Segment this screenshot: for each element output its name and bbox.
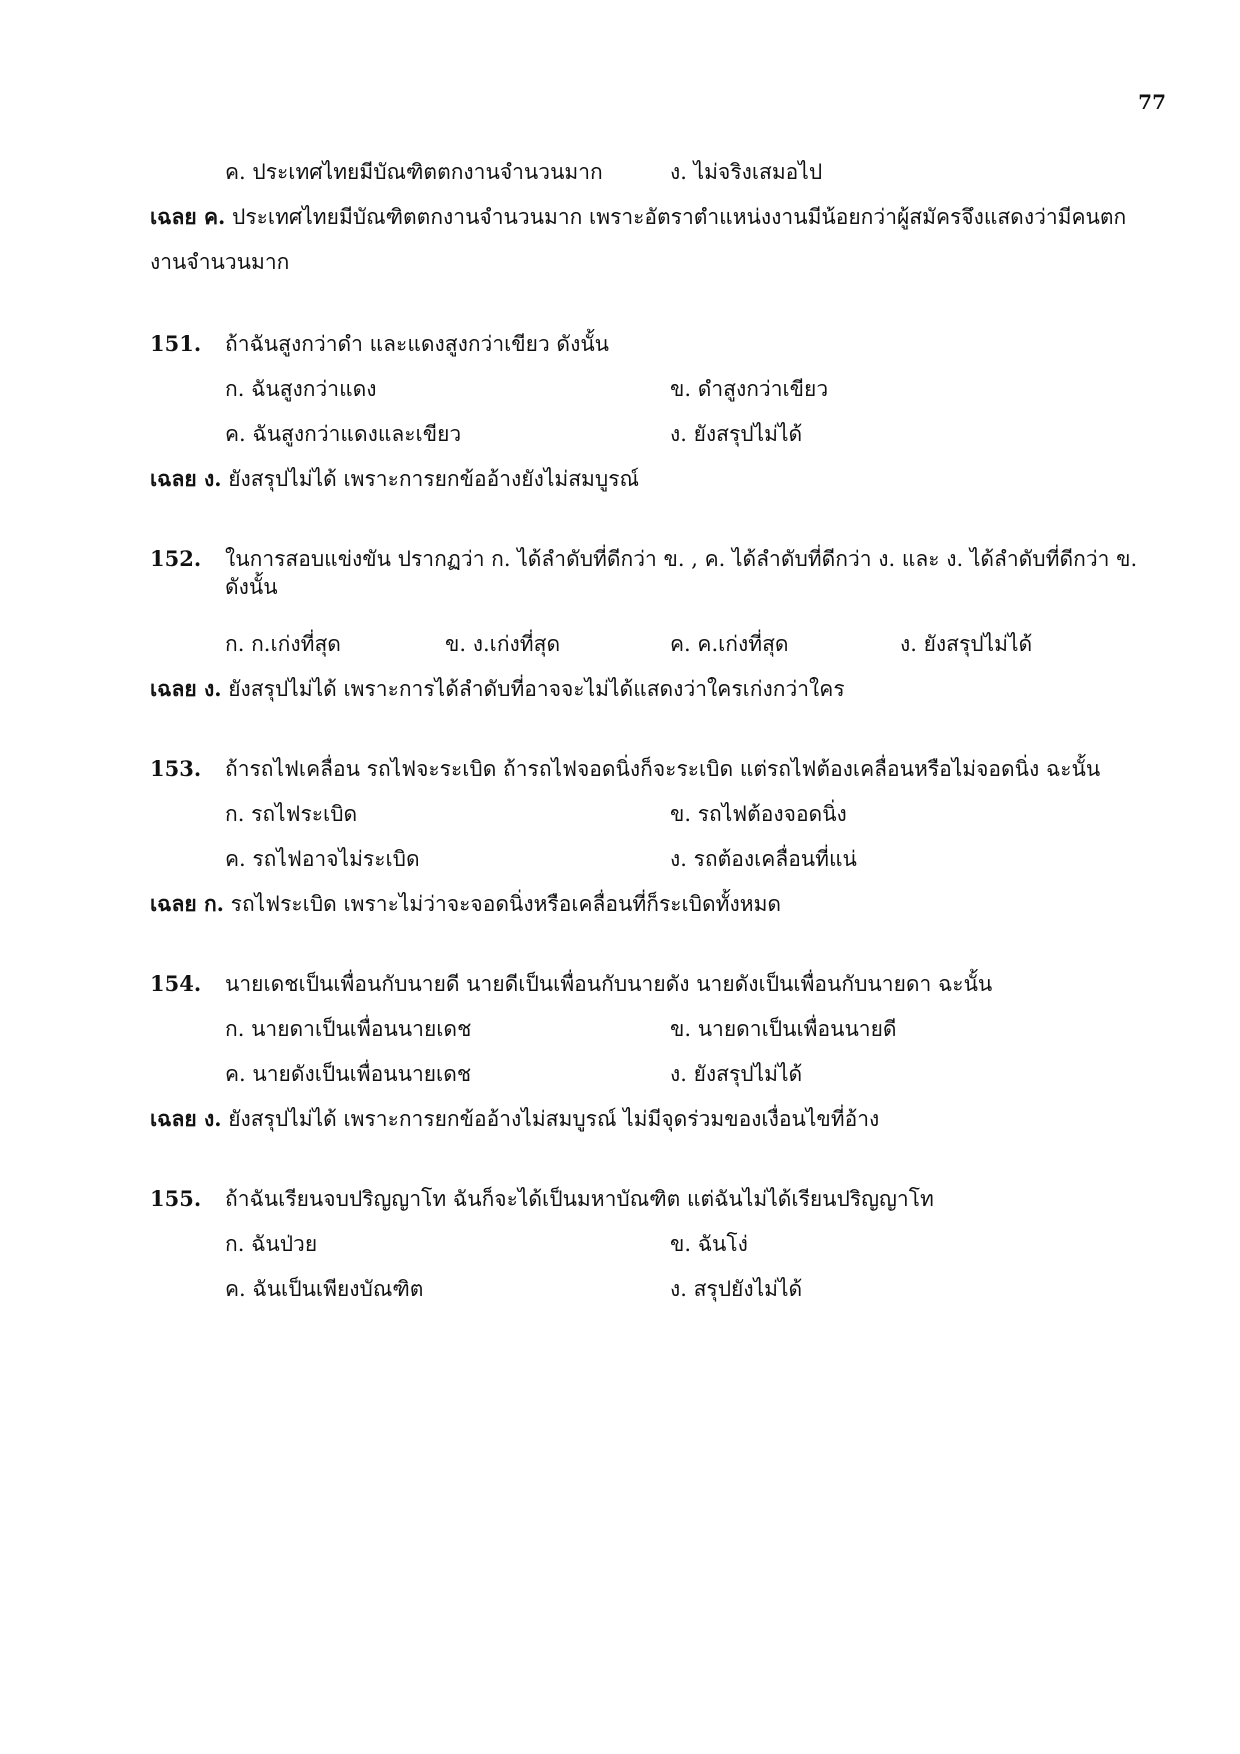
option-c: ค. ฉันเป็นเพียงบัณฑิต: [225, 1277, 424, 1301]
question-number: 152.: [150, 546, 202, 571]
answer-line: [150, 465, 639, 493]
option-d: ง. รถต้องเคลื่อนที่แน่: [670, 847, 857, 871]
answer-label: เฉลย ง.: [150, 676, 222, 701]
option-b: ข. นายดาเป็นเพื่อนนายดี: [670, 1017, 897, 1041]
option-a: ก. ฉันป่วย: [225, 1232, 318, 1256]
answer-label: เฉลย ง.: [150, 1106, 222, 1131]
answer-text: ยังสรุปไม่ได้ เพราะการยกข้ออ้างยังไม่สมบูรณ์: [221, 467, 639, 491]
question-number: 151.: [150, 331, 202, 356]
option-b: ข. ง.เก่งที่สุด: [445, 632, 561, 656]
option-d: ง. ยังสรุปไม่ได้: [670, 422, 803, 446]
answer-line: [150, 203, 1126, 231]
answer-line: [150, 890, 781, 918]
answer-label: เฉลย ง.: [150, 466, 222, 491]
answer-line: [150, 1105, 879, 1133]
answer-text-continued: งานจำนวนมาก: [150, 250, 290, 274]
answer-text: รถไฟระเบิด เพราะไม่ว่าจะจอดนิ่งหรือเคลื่อนที่ก็ระเบิดทั้งหมด: [224, 892, 782, 916]
option-c: ค. ฉันสูงกว่าแดงและเขียว: [225, 422, 462, 446]
answer-line: [150, 675, 845, 703]
question-text: ถ้าฉันสูงกว่าดำ และแดงสูงกว่าเขียว ดังนั้น: [225, 332, 610, 356]
option-d: ง. ยังสรุปไม่ได้: [670, 1062, 803, 1086]
answer-text: ยังสรุปไม่ได้ เพราะการยกข้ออ้างไม่สมบูรณ์ ไม่มีจุดร่วมของเงื่อนไขที่อ้าง: [221, 1107, 880, 1131]
question-text: ถ้าฉันเรียนจบปริญญาโท ฉันก็จะได้เป็นมหาบัณฑิต แต่ฉันไม่ได้เรียนปริญญาโท: [225, 1187, 934, 1211]
option-a: ก. รถไฟระเบิด: [225, 802, 358, 826]
answer-label: เฉลย ก.: [150, 891, 224, 916]
question-number: 154.: [150, 971, 202, 996]
question-number: 155.: [150, 1186, 202, 1211]
answer-label: เฉลย ค.: [150, 204, 226, 229]
option-c: ค. ประเทศไทยมีบัณฑิตตกงานจำนวนมาก: [225, 160, 603, 184]
option-b: ข. ฉันโง่: [670, 1232, 748, 1256]
option-b: ข. รถไฟต้องจอดนิ่ง: [670, 802, 847, 826]
answer-text: ประเทศไทยมีบัณฑิตตกงานจำนวนมาก เพราะอัตราตำแหน่งงานมีน้อยกว่าผู้สมัครจึงแสดงว่ามีคนตก: [225, 205, 1127, 229]
option-d: ง. ยังสรุปไม่ได้: [900, 632, 1033, 656]
option-a: ก. ก.เก่งที่สุด: [225, 632, 341, 656]
question-text: ถ้ารถไฟเคลื่อน รถไฟจะระเบิด ถ้ารถไฟจอดนิ่งก็จะระเบิด แต่รถไฟต้องเคลื่อนหรือไม่จอดนิ่ง ฉะนั้น: [225, 757, 1101, 781]
question-text: ในการสอบแข่งขัน ปรากฏว่า ก. ได้ลำดับที่ดีกว่า ข. , ค. ได้ลำดับที่ดีกว่า ง. และ ง. ได้ลำดับที่ดีกว่า ข. ดังนั้น: [225, 547, 1138, 599]
option-d: ง. สรุปยังไม่ได้: [670, 1277, 803, 1301]
question-text: นายเดชเป็นเพื่อนกับนายดี นายดีเป็นเพื่อนกับนายดัง นายดังเป็นเพื่อนกับนายดา ฉะนั้น: [225, 972, 993, 996]
question-number: 153.: [150, 756, 202, 781]
option-a: ก. ฉันสูงกว่าแดง: [225, 377, 377, 401]
option-d: ง. ไม่จริงเสมอไป: [670, 160, 823, 184]
answer-text: ยังสรุปไม่ได้ เพราะการได้ลำดับที่อาจจะไม่ได้แสดงว่าใครเก่งกว่าใคร: [221, 677, 845, 701]
option-c: ค. ค.เก่งที่สุด: [670, 632, 789, 656]
option-b: ข. ดำสูงกว่าเขียว: [670, 377, 829, 401]
option-c: ค. นายดังเป็นเพื่อนนายเดช: [225, 1062, 472, 1086]
option-c: ค. รถไฟอาจไม่ระเบิด: [225, 847, 420, 871]
page-number: 77: [1138, 90, 1166, 114]
option-a: ก. นายดาเป็นเพื่อนนายเดช: [225, 1017, 472, 1041]
